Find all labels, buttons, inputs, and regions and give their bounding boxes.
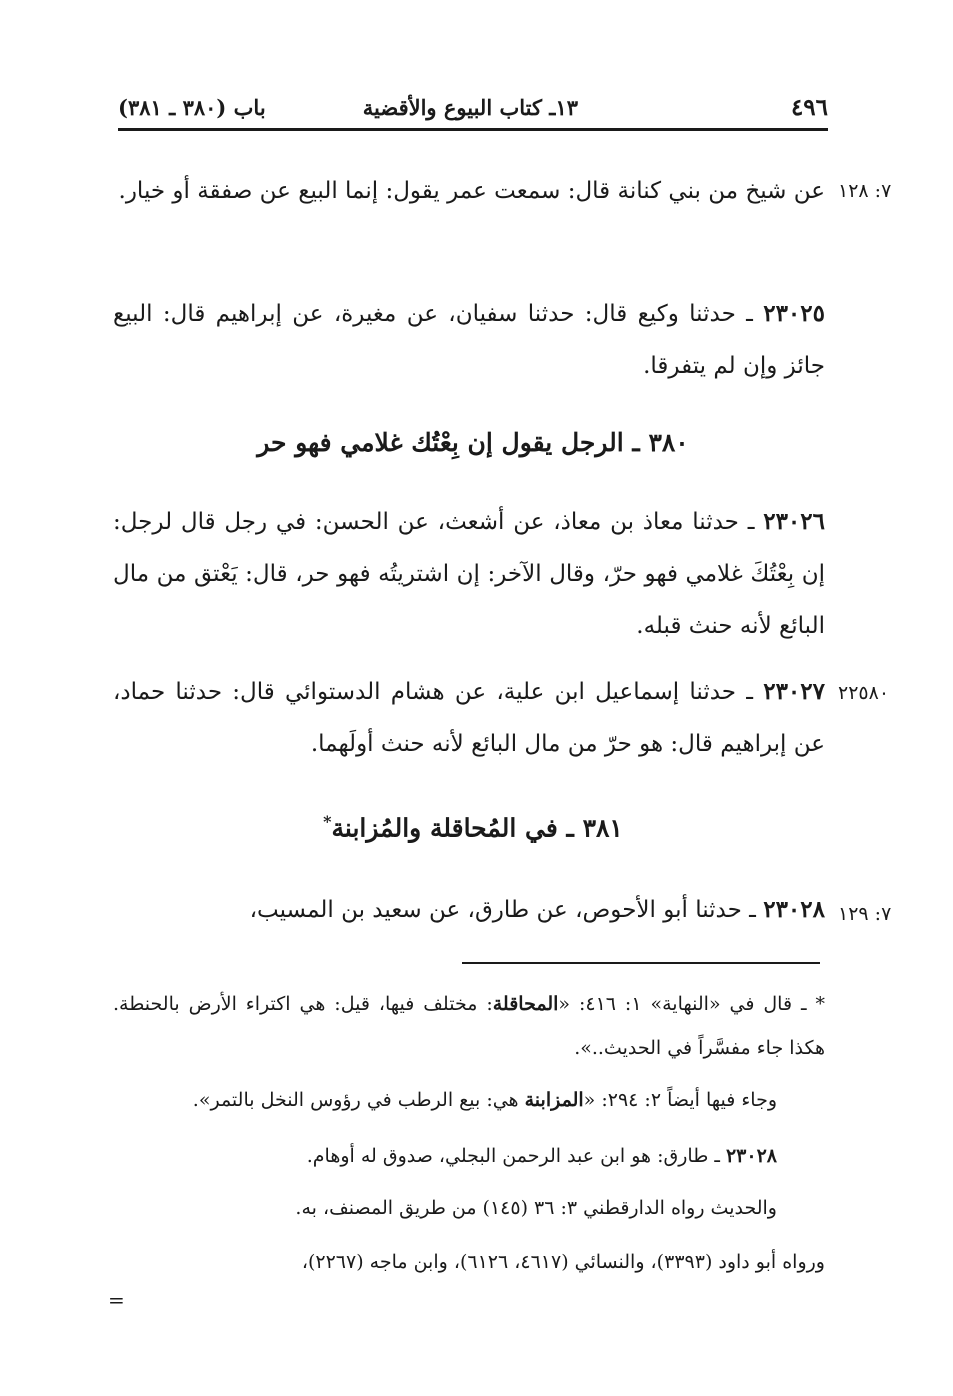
footnote-1 — [113, 982, 825, 1070]
footnote-1-text-a: * ـ قال في «النهاية» ١: ٤١٦: « — [558, 993, 825, 1015]
chapter-heading-380: ٣٨٠ ـ الرجل يقول إن بِعْتُك غلامي فهو حر — [257, 428, 689, 457]
hadith-number: ٢٣٠٢٦ — [763, 508, 825, 535]
paragraph-1 — [113, 165, 825, 217]
footnote-5 — [113, 1240, 825, 1284]
hadith-23027 — [113, 666, 825, 770]
footnote-2-text-a: وجاء فيها أيضاً ٢: ٢٩٤: « — [583, 1089, 777, 1111]
footnote-2-term: المزابنة — [524, 1089, 584, 1111]
header-rule — [118, 128, 828, 131]
footnote-4-text: والحديث رواه الدارقطني ٣: ٣٦ (١٤٥) من طريق المصنف، به. — [295, 1197, 777, 1219]
hadith-text: ـ حدثنا معاذ بن معاذ، عن أشعث، عن الحسن: في رجل قال لرجل: إن بِعْتُكَ غلامي فهو حرّ، وقال الآخر: إن اشتريتُه فهو حر، قال: يَعْتق من مال البائع لأنه حنث قبله. — [113, 509, 825, 639]
footnote-1-term: المحاقلة — [492, 993, 559, 1015]
footnote-5-text: ورواه أبو داود (٣٣٩٣)، والنسائي (٤٦١٧، ٦١٢٦)، وابن ماجه (٢٢٦٧)، — [301, 1251, 825, 1273]
footnote-rule — [462, 962, 820, 964]
footnote-1-text-b: : مختلف فيها، قيل: هي اكتراء الأرض بالحنطة. هكذا جاء مفسَّراً في الحديث..». — [113, 993, 825, 1059]
margin-ref-1: ٧: ١٢٨ — [838, 180, 892, 202]
page-header — [118, 88, 828, 126]
footnote-3 — [113, 1134, 825, 1178]
hadith-number: ٢٣٠٢٥ — [763, 300, 825, 327]
footnote-2 — [113, 1078, 825, 1122]
continuation-mark: = — [108, 1288, 125, 1312]
hadith-23026 — [113, 496, 825, 652]
margin-ref-2: ٢٢٥٨٠ — [838, 682, 890, 704]
hadith-text: ـ حدثنا وكيع قال: حدثنا سفيان، عن مغيرة، عن إبراهيم قال: البيع جائز وإن لم يتفرقا. — [113, 301, 825, 379]
hadith-23025 — [113, 288, 825, 392]
hadith-text: ـ حدثنا إسماعيل ابن علية، عن هشام الدستوائي قال: حدثنا حماد، عن إبراهيم قال: هو حرّ من مال البائع لأنه حنث أولَهما. — [113, 679, 825, 757]
chapter-range: باب (٣٨٠ ـ ٣٨١) — [118, 94, 266, 120]
margin-ref-3: ٧: ١٢٩ — [838, 903, 892, 925]
footnote-4 — [113, 1186, 825, 1230]
hadith-23028 — [113, 884, 825, 936]
footnote-2-text-b: هي: بيع الرطب في رؤوس النخل بالتمر». — [192, 1089, 525, 1111]
chapter-heading-381 — [118, 812, 828, 842]
book-title: ١٣ـ كتاب البيوع والأقضية — [362, 94, 578, 120]
chapter-heading-381-text: ٣٨١ ـ في المُحاقلة والمُزابنة — [331, 813, 623, 843]
footnote-marker: * — [323, 812, 332, 831]
hadith-text: ـ حدثنا أبو الأحوص، عن طارق، عن سعيد بن المسيب، — [249, 897, 764, 923]
hadith-number: ٢٣٠٢٧ — [763, 678, 825, 705]
paragraph-1-text: عن شيخ من بني كنانة قال: سمعت عمر يقول: إنما البيع عن صفقة أو خيار. — [118, 178, 825, 204]
footnote-3-text: ـ طارق: هو ابن عبد الرحمن البجلي، صدوق له أوهام. — [306, 1145, 726, 1167]
footnote-3-number: ٢٣٠٢٨ — [725, 1145, 777, 1167]
hadith-number: ٢٣٠٢٨ — [763, 896, 825, 923]
page-number: ٤٩٦ — [790, 93, 828, 121]
